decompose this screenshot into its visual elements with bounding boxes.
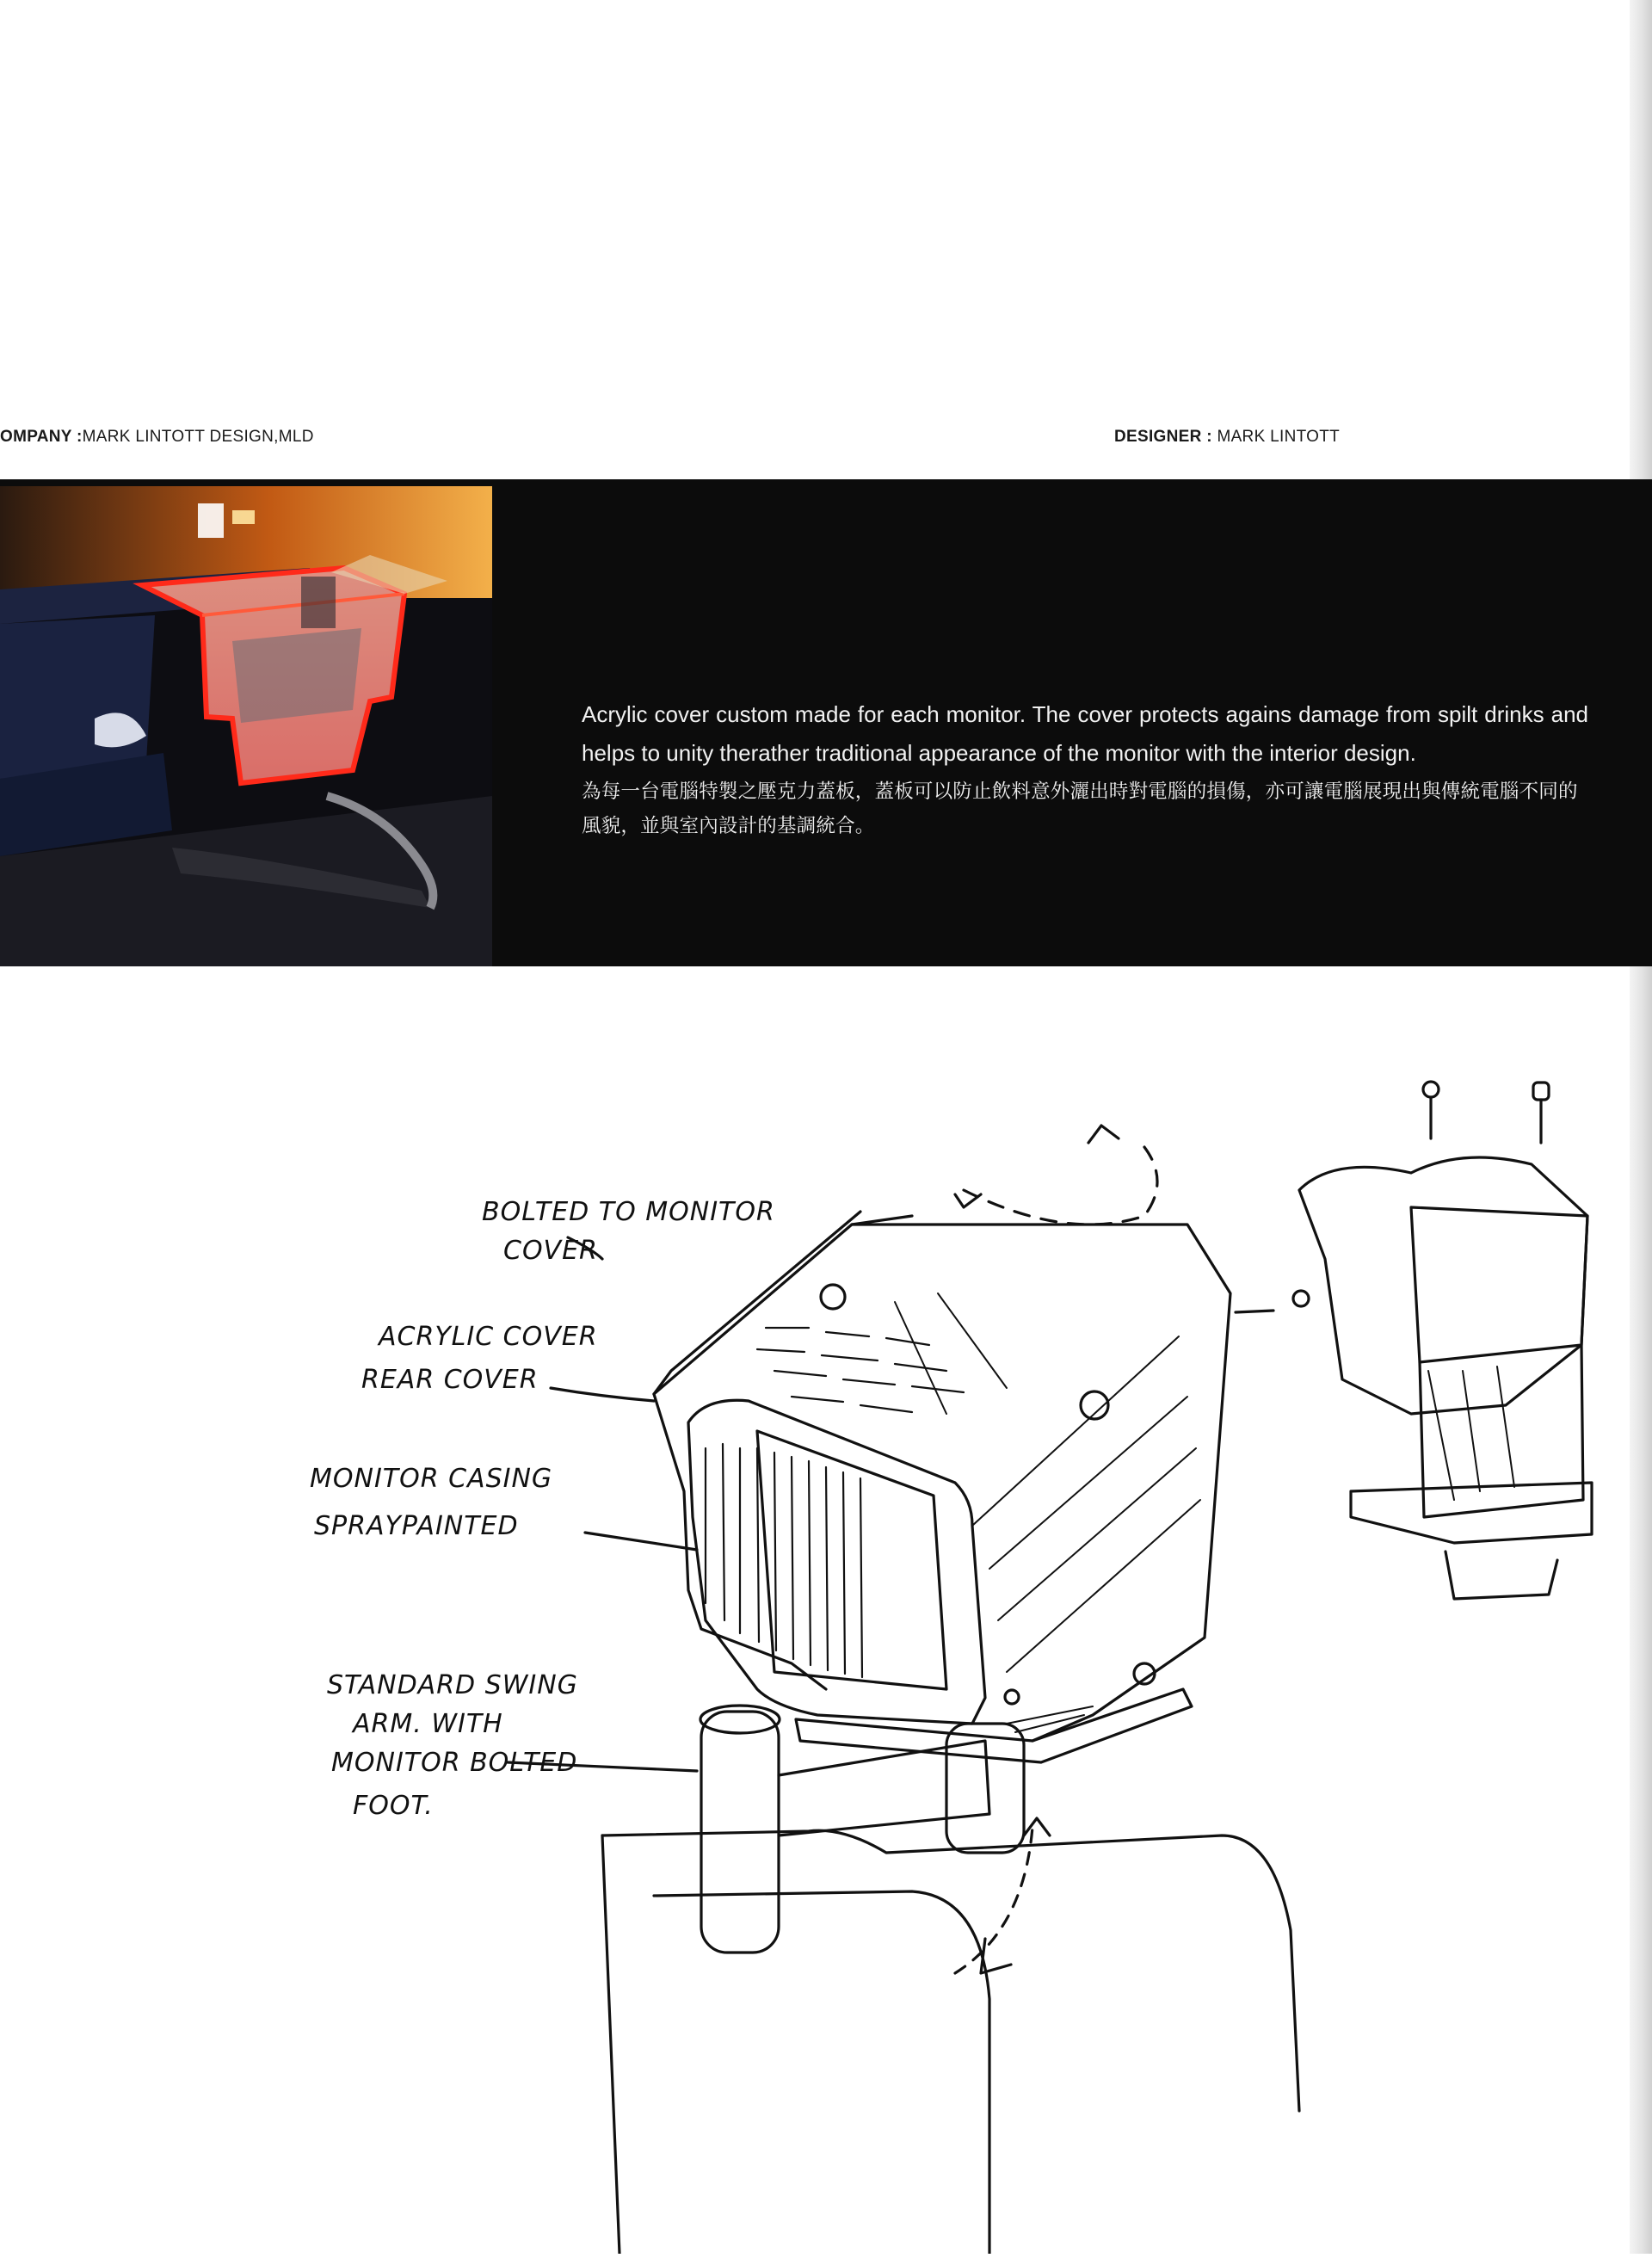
note-acrylic-line1: ACRYLIC COVER bbox=[379, 1322, 598, 1352]
note-arm-line3: MONITOR BOLTED bbox=[331, 1748, 578, 1778]
company-label: OMPANY : bbox=[0, 428, 83, 446]
desk-top bbox=[602, 1830, 1299, 2111]
small-cover-sketch bbox=[1299, 1157, 1587, 1414]
designer-label: DESIGNER : bbox=[1114, 428, 1212, 446]
caption-english: Acrylic cover custom made for each monitor. The cover protects agains damage from spilt drinks and helps to unity therather traditional appearance of the monitor with the interior design. bbox=[582, 701, 1588, 766]
note-acrylic-line2: REAR COVER bbox=[361, 1365, 539, 1395]
designer-credit bbox=[1114, 428, 1340, 447]
note-arm-line1: STANDARD SWING bbox=[327, 1670, 578, 1700]
monitor-cover-sketch bbox=[0, 966, 1652, 2254]
monitor-photo bbox=[0, 486, 492, 966]
note-casing-line1: MONITOR CASING bbox=[310, 1464, 553, 1494]
note-bolted-line2: COVER bbox=[503, 1236, 598, 1266]
note-bolted-line1: BOLTED TO MONITOR bbox=[482, 1197, 775, 1227]
caption-chinese: 為每一台電腦特製之壓克力蓋板，蓋板可以防止飲料意外灑出時對電腦的損傷，亦可讓電腦展現出與傳統電腦不同的風貌，並與室內設計的基調統合。 bbox=[582, 780, 1578, 837]
designer-value: MARK LINTOTT bbox=[1217, 428, 1341, 446]
monitor-base bbox=[796, 1689, 1192, 1762]
bolt-top-left bbox=[821, 1285, 845, 1309]
note-arm-line2: ARM. WITH bbox=[353, 1709, 503, 1739]
note-arm-line4: FOOT. bbox=[353, 1791, 434, 1821]
sketch-drawing bbox=[0, 966, 1652, 2254]
company-credit bbox=[0, 428, 314, 447]
monitor-photo-illustration bbox=[0, 486, 492, 966]
monitor-front-face bbox=[688, 1400, 985, 1724]
company-value: MARK LINTOTT DESIGN,MLD bbox=[82, 428, 314, 446]
caption bbox=[582, 695, 1588, 843]
note-casing-line2: SPRAYPAINTED bbox=[314, 1511, 519, 1541]
